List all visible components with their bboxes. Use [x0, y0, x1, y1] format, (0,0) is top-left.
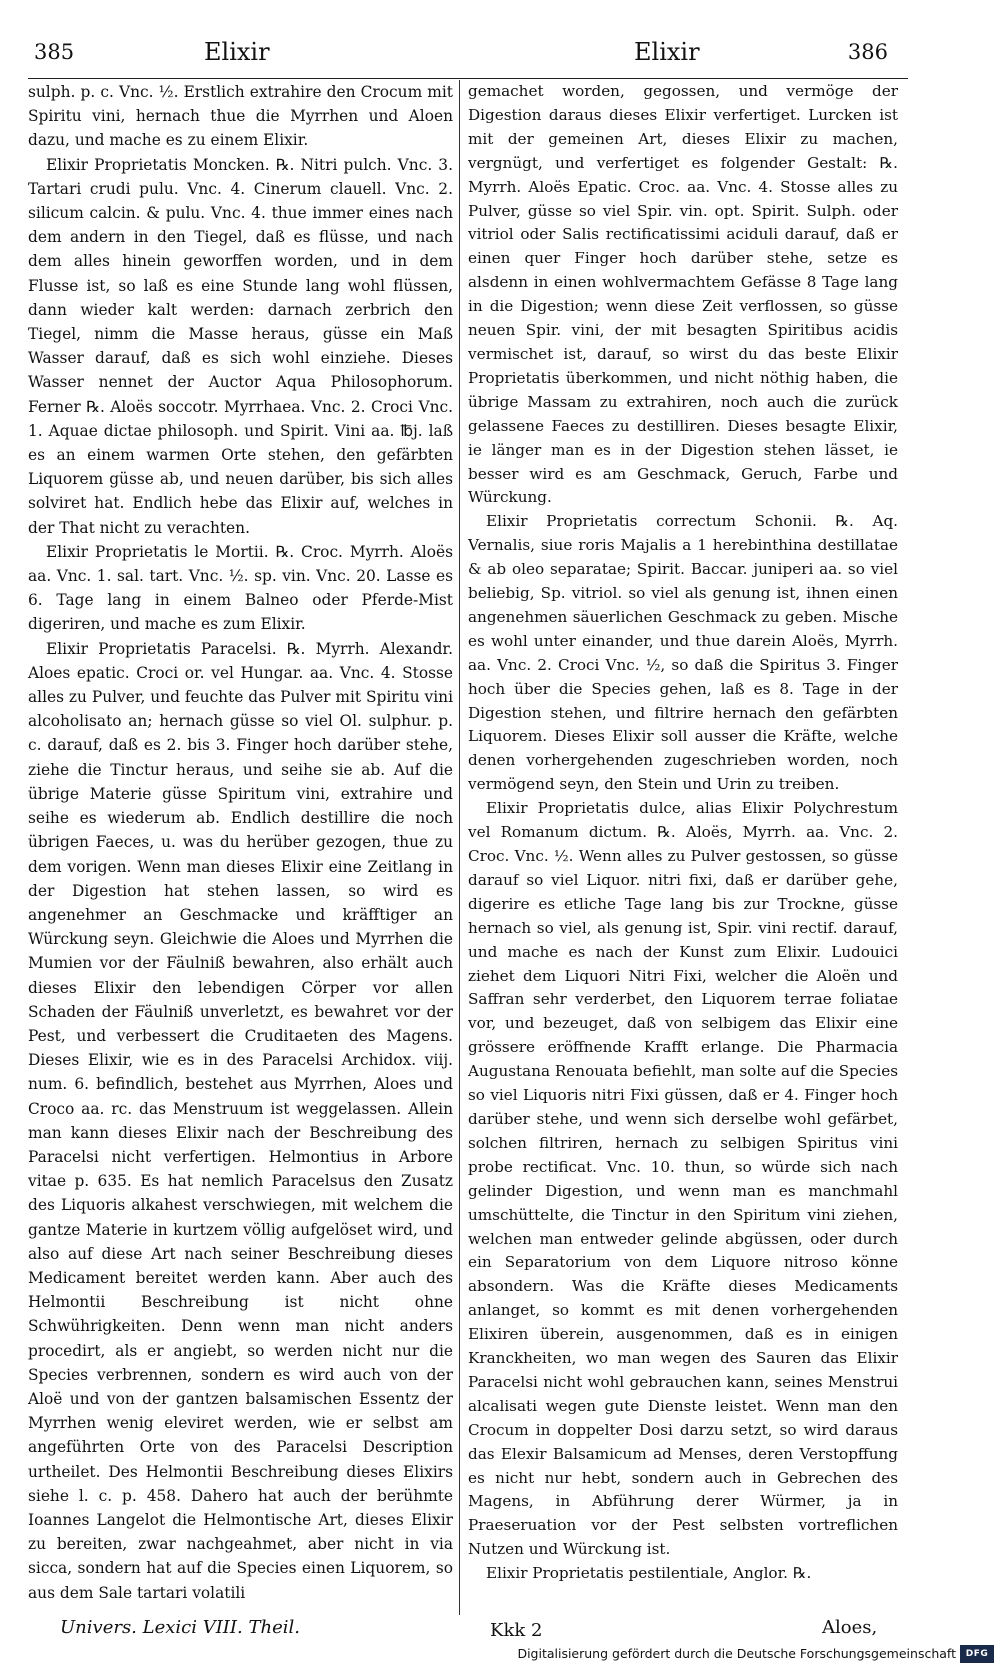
paragraph: Elixir Proprietatis pestilentiale, Anglor. ℞. [486, 1564, 812, 1583]
right-running-title: Elixir [634, 38, 700, 66]
header-rule [28, 78, 908, 79]
credit-bar [0, 1643, 1000, 1667]
page-header [28, 38, 908, 68]
paragraph: gemachet worden, gegossen, und vermöge der Digestion daraus dieses Elixir verfertiget. Lurcken ist mit der gemeinen Art, dieses Elixir zu machen, vergnügt, und verfertiget es folgender Gestalt: ℞. Myrrh. Aloës Epatic. Croc. aa. Vnc. 4. Stosse alles zu Pulver, güsse so viel Spir. vin. opt. Spirit. Sulph. oder vitriol oder Salis rectificatissimi aciduli darauf, daß er einen quer Finger hoch darüber stehe, setze es alsdenn in einen wohlvermachtem Gefässe 8 Tage lang in die Digestion; wenn diese Zeit verflossen, so güsse neuen Spir. vini, der mit besagten Spiritibus acidis vermischet ist, darauf, so wirst du das beste Elixir Proprietatis überkommen, und nicht nöthig haben, die übrige Massam zu extrahiren, noch auch die zurück gelassene Faeces zu destilliren. Dieses besagte Elixir, ie länger man es in der Digestion stehen lässet, ie besser wird es am Geschmack, Geruch, Farbe und Würckung. [468, 82, 898, 507]
paragraph: Elixir Proprietatis dulce, alias Elixir Polychrestum vel Romanum dictum. ℞. Aloës, Myrrh. aa. Vnc. 2. Croc. Vnc. ½. Wenn alles zu Pulver gestossen, so güsse darauf so viel Liquor. nitri fixi, daß er darüber gehe, digerire es etliche Tage lang bis zur Trockne, güsse hernach so viel, als genung ist, Spir. vini rectif. darauf, und mache es nach der Kunst zum Elixir. Ludouici ziehet dem Liquori Nitri Fixi, welcher die Aloën und Saffran sehr verderbet, den Liquorem terrae foliatae vor, und bezeuget, daß von selbigem das Elixir eine grössere eröffnende Krafft erlange. Die Pharmacia Augustana Renouata befiehlt, man solte auf die Species so viel Liquoris nitri Fixi güssen, daß er 4. Finger hoch darüber stehe, und wenn sich derselbe wohl gefärbet, solchen filtriren, hernach zu selbigen Spiritus vini probe rectificat. Vnc. 10. thun, so würde sich nach gelinder Digestion, und wenn man es manchmahl umschüttelte, die Tinctur in den Spiritum vini ziehen, welchen man entweder gelinde abgüssen, oder durch ein Separatorium von dem Liquore nitroso könne absondern. Was die Kräfte dieses Medicaments anlanget, so kommt es mit denen vorhergehenden Elixiren überein, ausgenommen, daß es in einigen Kranckheiten, wo man wegen des Sauren das Elixir Paracelsi nicht wohl gebrauchen kann, seines Menstrui alcalisati wegen gute Dienste leistet. Wenn man den Crocum in doppelter Dosi darzu setzt, so wird daraus das Elexir Balsamicum ad Menses, deren Verstopffung es nicht nur hebt, sondern auch in Gebrechen des Magens, in Abführung derer Würmer, ja in Praeseruation vor der Pest selbsten vortreflichen Nutzen und Würckung ist. [468, 799, 898, 1559]
logo-label: DFG [965, 1649, 989, 1659]
left-column [28, 80, 453, 1605]
paragraph: Elixir Proprietatis correctum Schonii. ℞. Aq. Vernalis, siue roris Majalis a 1 herebinthina destillatae & ab oleo separatae; Spirit. Baccar. juniperi aa. so viel beliebig, Sp. vitriol. so viel als genung ist, ihnen einen angenehmen säuerlichen Geschmack zu geben. Mische es wohl unter einander, und thue darein Aloës, Myrrh. aa. Vnc. 2. Croci Vnc. ½, so daß die Spiritus 3. Finger hoch über die Species gehen, laß es 8. Tage in der Digestion stehen, und filtrire hernach den gefärbten Liquorem. Dieses Elixir soll ausser die Kräfte, welche denen vorhergehenden zugeschrieben worden, noch vermögend seyn, den Stein und Urin zu treiben. [468, 512, 898, 794]
left-running-title: Elixir [204, 38, 270, 66]
volume-footer: Univers. Lexici VIII. Theil. [60, 1617, 300, 1638]
dfg-logo-icon [960, 1645, 994, 1663]
paragraph: Elixir Proprietatis Moncken. ℞. Nitri pulch. Vnc. 3. Tartari crudi pulu. Vnc. 4. Cinerum clauell. Vnc. 2. silicum calcin. & pulu. Vnc. 4. thue immer eines nach dem andern in den Tiegel, daß es flüsse, und nach dem alles hinein geworffen worden, und in dem Flusse ist, so laß es eine Stunde lang wohl flüssen, dann wieder kalt werden: darnach zerbrich den Tiegel, nimm die Masse heraus, güsse ein Maß Wasser darauf, daß es sich wohl einziehe. Dieses Wasser nennet der Auctor Aqua Philosophorum. Ferner ℞. Aloës soccotr. Myrrhaea. Vnc. 2. Croci Vnc. 1. Aquae dictae philosoph. und Spirit. Vini aa. ℔j. laß es an einem warmen Orte stehen, den gefärbten Liquorem güsse ab, und neuen darüber, bis sich alles solviret hat. Endlich hebe das Elixir auf, welches in der That nicht zu verachten. [28, 155, 453, 537]
paragraph: Elixir Proprietatis Paracelsi. ℞. Myrrh. Alexandr. Aloes epatic. Croci or. vel Hungar. aa. Vnc. 4. Stosse alles zu Pulver, und feuchte das Pulver mit Spiritu vini alcoholisato an; hernach güsse so viel Ol. sulphur. p. c. darauf, daß es 2. bis 3. Finger hoch darüber stehe, ziehe die Tinctur heraus, und seihe sie ab. Auf die übrige Materie güsse Spiritum vini, extrahire und seihe es wiederum ab. Endlich destillire die noch übrigen Faeces, u. was du herüber gezogen, thue zu dem vorigen. Wenn man dieses Elixir eine Zeitlang in der Digestion hat stehen lassen, so wird es angenehmer an Geschmacke und kräfftiger an Würckung seyn. Gleichwie die Aloes und Myrrhen die Mumien vor der Fäulniß bewahren, also erhält auch dieses Elixir den lebendigen Cörper vor allen Schaden der Fäulniß unverletzt, es bewahret vor der Pest, und verbessert die Cruditaeten des Magens. Dieses Elixir, wie es in des Paracelsi Archidox. viij. num. 6. befindlich, bestehet aus Myrrhen, Aloes und Croco aa. rc. das Menstruum ist weggelassen. Allein man kann dieses Elixir nach der Beschreibung des Paracelsi nicht verfertigen. Helmontius in Arbore vitae p. 635. Es hat nemlich Paracelsus den Zusatz des Liquoris alkahest verschwiegen, mit welchem die gantze Materie in kurtzem völlig aufgelöset wird, und also auf diese Art nach seiner Beschreibung dieses Medicament bereitet werden kann. Aber auch des Helmontii Beschreibung ist nicht ohne Schwührigkeiten. Denn wenn man nicht anders procedirt, als er angiebt, so werden nicht nur die Species verbrennen, sondern es wird auch von der Aloë und von der gantzen balsamischen Essentz der Myrrhen wenig eleviret werden, wie er selbst am angeführten Orte von des Paracelsi Description urtheilet. Des Helmontii Beschreibung dieses Elixirs siehe l. c. p. 458. Dahero hat auch der berühmte Ioannes Langelot die Helmontische Art, dieses Elixir zu bereiten, zwar nachgeahmet, aber nicht in via sicca, sondern hat auf die Species einen Liquorem, so aus dem Sale tartari volatili [28, 639, 453, 1602]
paragraph: Elixir Proprietatis le Mortii. ℞. Croc. Myrrh. Aloës aa. Vnc. 1. sal. tart. Vnc. ½. sp. vin. Vnc. 20. Lasse es 6. Tage lang in einem Balneo oder Pferde-Mist digeriren, und mache es zum Elixir. [28, 542, 453, 634]
credit-text: Digitalisierung gefördert durch die Deutsche Forschungsgemeinschaft [517, 1646, 956, 1661]
paragraph: sulph. p. c. Vnc. ½. Erstlich extrahire den Crocum mit Spiritu vini, hernach thue die Myrrhen und Aloen dazu, und mache es zu einem Elixir. [28, 83, 453, 150]
signature-mark: Kkk 2 [490, 1620, 543, 1641]
column-divider [459, 80, 460, 1615]
left-page-number: 385 [34, 40, 75, 64]
catchword: Aloes, [822, 1617, 878, 1638]
right-page-number: 386 [847, 40, 888, 64]
right-column [468, 80, 898, 1586]
